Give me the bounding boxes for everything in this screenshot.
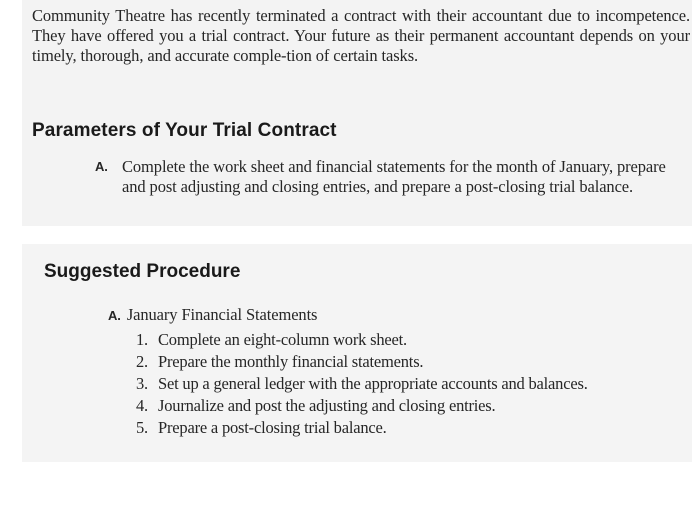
procedure-step [136,373,688,395]
step-number: 2. [136,352,148,371]
step-text: Journalize and post the adjusting and closing entries. [158,396,496,415]
procedure-steps-list [136,329,688,439]
procedure-step [136,329,688,351]
parameters-item-a-text: Complete the work sheet and financial statements for the month of January, prepare and post adjusting and closing entries, and prepare a post-closing trial balance. [122,157,666,196]
intro-paragraph: Community Theatre has recently terminated a contract with their accountant due to incompetence. They have offered you a trial contract. Your future as their permanent accountant depends on your timely, thorough, and accurate comple-tion of certain tasks. [32,6,690,65]
procedure-step [136,395,688,417]
parameters-heading: Parameters of Your Trial Contract [32,120,337,141]
procedure-item-a [108,305,317,326]
step-text: Complete an eight-column work sheet. [158,330,407,349]
step-text: Set up a general ledger with the appropriate accounts and balances. [158,374,588,393]
procedure-step [136,351,688,373]
step-number: 4. [136,396,148,415]
step-number: 5. [136,418,148,437]
step-text: Prepare the monthly financial statements. [158,352,424,371]
procedure-step [136,417,688,439]
suggested-procedure-heading: Suggested Procedure [44,261,241,282]
step-text: Prepare a post-closing trial balance. [158,418,387,437]
step-number: 1. [136,330,148,349]
procedure-item-a-title: January Financial Statements [126,305,318,324]
procedure-item-a-marker: A. [108,308,121,323]
step-number: 3. [136,374,148,393]
parameters-item-a-marker: A. [95,159,108,174]
parameters-item-a [95,157,690,197]
